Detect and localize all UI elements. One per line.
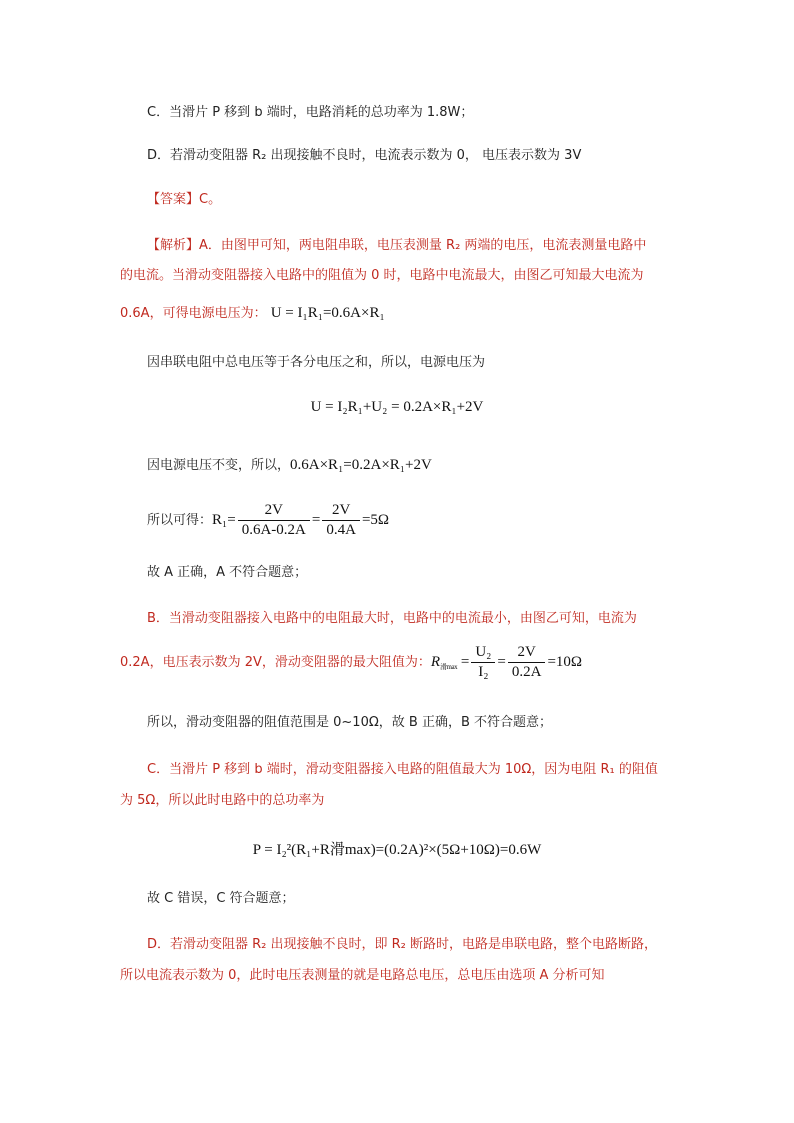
eq4-den-1: 0.6A-0.2A	[241, 522, 306, 538]
option-c: C．当滑片 P 移到 b 端时，电路消耗的总功率为 1.8W；	[147, 105, 474, 120]
analysis-line-3	[120, 303, 385, 324]
analysis-line-2: 的电流。当滑动变阻器接入电路中的阻值为 0 时，电路中电流最大，由图乙可知最大电流为	[120, 268, 644, 283]
eq5-fraction-2	[508, 644, 546, 681]
paragraph-series: 因串联电阻中总电压等于各分电压之和，所以，电源电压为	[147, 355, 486, 370]
eq3-prefix: 因电源电压不变，所以，	[147, 458, 291, 473]
eq5-result: =10Ω	[547, 654, 583, 670]
answer-label: 【答案】	[147, 192, 200, 207]
analysis-c-1: C．当滑片 P 移到 b 端时，滑动变阻器接入电路的阻值最大为 10Ω，因为电阻 R₁ 的阻值	[147, 762, 658, 777]
b-range: 所以，滑动变阻器的阻值范围是 0~10Ω，故 B 正确，B 不符合题意；	[147, 715, 553, 730]
analysis-c-2: 为 5Ω，所以此时电路中的总功率为	[120, 793, 325, 808]
c-conclusion: 故 C 错误，C 符合题意；	[147, 891, 295, 906]
eq5-fraction-1	[471, 644, 495, 681]
eq4-result: =5Ω	[361, 512, 390, 528]
analysis-b-1: B．当滑动变阻器接入电路中的电阻最大时，电路中的电流最小，由图乙可知，电流为	[147, 611, 637, 626]
eq4-prefix: 所以可得：	[147, 513, 213, 528]
equation-2: U = I₂R₁+U₂ = 0.2A×R₁+2V	[310, 399, 484, 415]
answer-line	[147, 190, 221, 210]
equation-4-line	[147, 500, 389, 541]
b2-text: 0.2A，电压表示数为 2V，滑动变阻器的最大阻值为：	[120, 655, 431, 670]
option-d: D．若滑动变阻器 R₂ 出现接触不良时，电流表示数为 0， 电压表示数为 3V	[147, 148, 582, 163]
eq4-den-2: 0.4A	[326, 522, 356, 538]
eq4-equals: =	[311, 512, 321, 528]
equation-6: P = I₂²(R₁+R滑max)=(0.2A)²×(5Ω+10Ω)=0.6W	[252, 842, 542, 858]
eq5-num-1: U₂	[471, 644, 495, 663]
eq5-equals: =	[497, 654, 506, 670]
eq5-den-2: 0.2A	[511, 664, 542, 680]
analysis-a1: A．由图甲可知，两电阻串联，电压表测量 R₂ 两端的电压，电流表测量电路中	[199, 238, 647, 253]
analysis-d-1: D．若滑动变阻器 R₂ 出现接触不良时，即 R₂ 断路时，电路是串联电路，整个电路断路，	[147, 937, 658, 952]
analysis-d-2: 所以电流表示数为 0，此时电压表测量的就是电路总电压，总电压由选项 A 分析可知	[120, 968, 605, 983]
eq4-fraction-2	[322, 502, 360, 539]
equation-3: 0.6A×R₁=0.2A×R₁+2V	[290, 457, 432, 473]
eq5-lhs: $R_{滑max}$ =	[430, 654, 470, 671]
eq4-fraction-1	[238, 502, 310, 539]
equation-3-line	[147, 455, 432, 476]
analysis-b-2	[120, 642, 582, 687]
answer-value: C。	[199, 192, 222, 207]
eq5-num-2: 2V	[508, 644, 546, 663]
a-conclusion: 故 A 正确，A 不符合题意；	[147, 565, 308, 580]
eq4-lhs: R₁=	[212, 512, 236, 528]
analysis-a3: 0.6A，可得电源电压为：	[120, 306, 267, 321]
equation-1: U = I₁R₁=0.6A×R₁	[270, 305, 385, 321]
eq4-num-1: 2V	[238, 502, 310, 521]
eq4-num-2: 2V	[322, 502, 360, 521]
analysis-line-1	[147, 236, 646, 256]
eq5-den-1: I₂	[478, 664, 489, 680]
analysis-label: 【解析】	[147, 238, 200, 253]
